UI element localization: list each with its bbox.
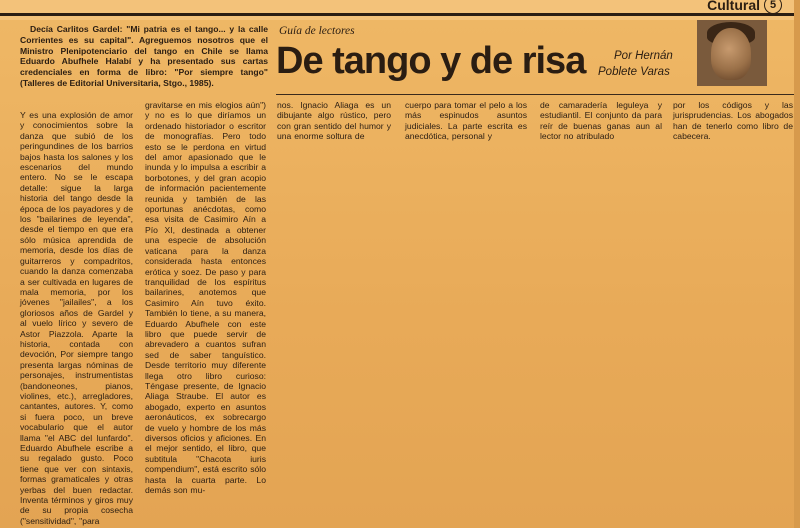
article-column-5: de camaradería leguleya y estudiantil. El conjunto da para reír de buenas ganas aun al lector no atribulado: [540, 100, 662, 142]
headline-rule: [276, 94, 800, 95]
article-column-6: por los códigos y las jurisprudencias. Los abogados han de tenerlo como libro de cabecera.: [673, 100, 793, 142]
author-photo-face: [711, 28, 751, 80]
page-number: 5: [764, 0, 782, 14]
author-photo: [697, 20, 767, 86]
article-column-2: gravitarse en mis elogios aún") y no es lo que diríamos un ordenado historiador o escritor de monografías. Pero todo esto se le perdona en virtud del amor apasionado que le inunda y lo impulsa a escribir a borbotones, y del gran acopio de información pacientemente reunida y también de las oportunas anécdotas, como esa visita de Casimiro Aín a Pío XI, destinada a obtener una especie de absolución vaticana para la danza considerada hasta entonces erótica y soez. De paso y para tranquilidad de los espíritus bailarines, anotemos que Casimiro Aín tuvo éxito. También lo tiene, a su manera, Eduardo Abufhele con este libro que puede servir de abrevadero a cuantos sufran sed de saber tanguístico. Desde territorio muy diferente llega otro libro curioso: Téngase presente, de Ignacio Aliaga Straube. El autor es abogado, experto en asuntos aeronáuticos, ex sobrecargo de vuelo y hombre de los más diversos oficios y aficiones. En el mejor sentido, el libro, que subtitula "Chacota iuris compendium", está escrito sólo hasta la cuarta parte. Lo demás son mu-: [145, 100, 266, 496]
article-column-1: Y es una explosión de amor y conocimientos sobre la danza que subió de los peringundines de los barrios bajos hasta los salones y los escenarios del mundo entero. No se le escapa detalle: sigue la larga historia del tango desde la época de los payadores y de los "bailarines de leyenda", desde el tiempo en que era sólo música aprendida de memoria, desde los días de guitarreros y compadritos, cuando la danza comenzaba a ser cultivada en lugares de mala memoria, por los jóvenes "jailailes", a los gloriosos años de Gardel y al vuelo lírico y severo de Astor Piazzola. Aparte la historia, contada con devoción, Por siempre tango presenta largas nóminas de personajes, instrumentistas (bandoneones, pianos, violines, etc.), arregladores, cantantes, autores. Y, como si fuera poco, un breve vocabulario que el autor llama "el ABC del lunfardo". Eduardo Abufhele escribe a su regalado gusto. Poco tiene que ver con sintaxis, formas gramaticales y otras yerbas del buen redactar. Inventa términos y giros muy de su propia cosecha ("sensitividad", "para: [20, 110, 133, 526]
article-headline: De tango y de risa: [276, 40, 586, 82]
adjacent-page-edge: [794, 0, 800, 528]
byline-line-2: Poblete Varas: [598, 66, 670, 78]
section-title: Cultural: [707, 0, 760, 13]
header-rule: [0, 13, 800, 16]
article-kicker: Guía de lectores: [279, 25, 355, 37]
article-column-4: cuerpo para tomar el pelo a los más espinudos asuntos judiciales. La parte escrita es anecdótica, personal y: [405, 100, 527, 142]
lead-summary: Decía Carlitos Gardel: "Mi patria es el tango... y la calle Corrientes es su capital". Agreguemos nosotros que el Ministro Plenipotenciario del tango en Chile se llama Eduardo Abufhele Halabí y ha presentado sus cartas credenciales en forma de libro: "Por siempre tango" (Talleres de Editorial Universitaria, Stgo., 1985).: [20, 24, 268, 88]
top-band: [0, 0, 800, 20]
byline-line-1: Por Hernán: [614, 50, 673, 62]
article-column-3: nos. Ignacio Aliaga es un dibujante algo rústico, pero con gran sentido del humor y una enorme soltura de: [277, 100, 391, 142]
